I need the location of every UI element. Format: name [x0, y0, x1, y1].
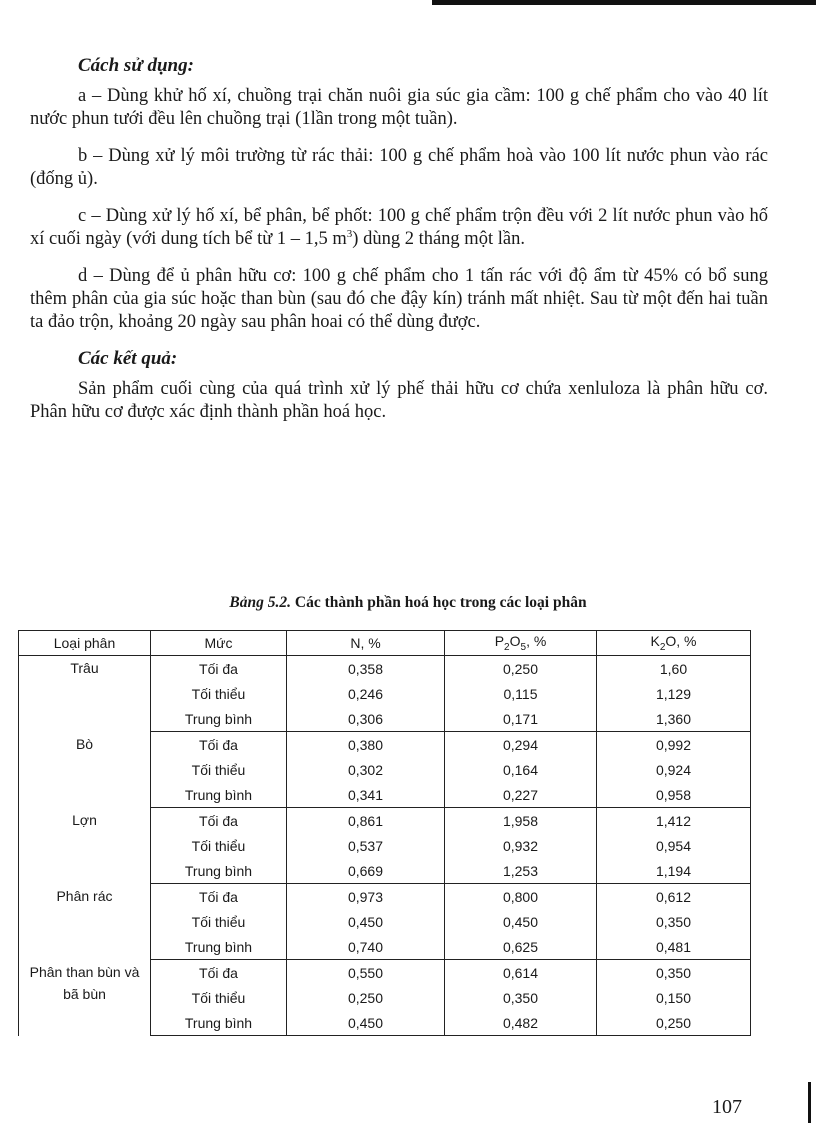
- cell-k2o: 0,350: [597, 909, 751, 934]
- cell-level: Tối thiểu: [151, 681, 287, 706]
- cell-k2o: 0,958: [597, 782, 751, 808]
- cell-p2o5: 0,614: [445, 960, 597, 986]
- cell-k2o: 1,194: [597, 858, 751, 884]
- cell-k2o: 0,612: [597, 884, 751, 910]
- cell-level: Tối đa: [151, 884, 287, 910]
- cell-k2o: 0,350: [597, 960, 751, 986]
- cell-p2o5: 0,171: [445, 706, 597, 732]
- table-row: [19, 960, 751, 986]
- cell-k2o: 0,954: [597, 833, 751, 858]
- cell-k2o: 1,412: [597, 808, 751, 834]
- cell-fertilizer-type: Phân rác: [19, 884, 151, 960]
- usage-paragraph-d: d – Dùng để ủ phân hữu cơ: 100 g chế phẩm cho 1 tấn rác với độ ẩm từ 45% có bổ sung thêm phân của gia súc hoặc than bùn (sau đó che đậy kín) tránh mất nhiệt. Sau từ một đến hai tuần ta đảo trộn, khoảng 20 ngày sau phân hoai có thể dùng được.: [30, 266, 768, 332]
- cell-n: 0,450: [287, 1010, 445, 1036]
- usage-paragraph-c: [30, 205, 768, 251]
- cell-k2o: 0,992: [597, 732, 751, 758]
- cell-n: 0,246: [287, 681, 445, 706]
- cell-n: 0,302: [287, 757, 445, 782]
- table-caption-number: Bảng 5.2.: [229, 594, 291, 611]
- cell-level: Tối đa: [151, 808, 287, 834]
- table-row: [19, 656, 751, 682]
- cell-fertilizer-type: Phân than bùn và bã bùn: [19, 960, 151, 1036]
- header-n: N, %: [287, 631, 445, 656]
- cell-k2o: 1,360: [597, 706, 751, 732]
- cell-n: 0,740: [287, 934, 445, 960]
- cell-p2o5: 0,294: [445, 732, 597, 758]
- usage-paragraph-c-text: c – Dùng xử lý hố xí, bể phân, bể phốt: 100 g chế phẩm trộn đều với 2 lít nước phun vào hố xí cuối ngày (với dung tích bể từ 1 – 1,5 m: [30, 206, 768, 249]
- cell-level: Tối thiểu: [151, 833, 287, 858]
- cubic-superscript: 3: [346, 227, 353, 240]
- cell-p2o5: 0,450: [445, 909, 597, 934]
- usage-paragraph-b: b – Dùng xử lý môi trường từ rác thải: 100 g chế phẩm hoà vào 100 lít nước phun vào rác (đống ủ).: [30, 146, 768, 189]
- cell-k2o: 1,60: [597, 656, 751, 682]
- table-header-row: [19, 631, 751, 656]
- header-type: Loại phân: [19, 631, 151, 656]
- cell-n: 0,550: [287, 960, 445, 986]
- cell-p2o5: 0,227: [445, 782, 597, 808]
- cell-fertilizer-type: Lợn: [19, 808, 151, 884]
- cell-p2o5: 1,958: [445, 808, 597, 834]
- usage-heading: Cách sử dụng:: [78, 55, 194, 76]
- cell-n: 0,861: [287, 808, 445, 834]
- cell-p2o5: 0,250: [445, 656, 597, 682]
- cell-n: 0,250: [287, 985, 445, 1010]
- cell-n: 0,358: [287, 656, 445, 682]
- cell-k2o: 0,150: [597, 985, 751, 1010]
- results-paragraph: Sản phẩm cuối cùng của quá trình xử lý phế thải hữu cơ chứa xenluloza là phân hữu cơ. Phân hữu cơ được xác định thành phần hoá học.: [30, 379, 768, 422]
- cell-level: Tối thiểu: [151, 909, 287, 934]
- side-rule: [808, 1082, 811, 1123]
- cell-level: Tối thiểu: [151, 985, 287, 1010]
- usage-paragraph-c-tail: ) dùng 2 tháng một lần.: [352, 229, 525, 249]
- cell-n: 0,380: [287, 732, 445, 758]
- cell-n: 0,669: [287, 858, 445, 884]
- cell-k2o: 0,481: [597, 934, 751, 960]
- cell-p2o5: 0,350: [445, 985, 597, 1010]
- composition-table: [18, 630, 751, 1036]
- table-body: [19, 656, 751, 1036]
- cell-n: 0,450: [287, 909, 445, 934]
- cell-p2o5: 1,253: [445, 858, 597, 884]
- cell-level: Tối thiểu: [151, 757, 287, 782]
- cell-level: Tối đa: [151, 732, 287, 758]
- cell-n: 0,341: [287, 782, 445, 808]
- cell-p2o5: 0,625: [445, 934, 597, 960]
- cell-p2o5: 0,164: [445, 757, 597, 782]
- results-heading: Các kết quả:: [78, 348, 178, 369]
- cell-level: Tối đa: [151, 656, 287, 682]
- header-level: Mức: [151, 631, 287, 656]
- cell-level: Trung bình: [151, 782, 287, 808]
- cell-fertilizer-type: Bò: [19, 732, 151, 808]
- table-row: [19, 732, 751, 758]
- page-number: 107: [712, 1096, 742, 1118]
- cell-level: Trung bình: [151, 858, 287, 884]
- cell-p2o5: 0,932: [445, 833, 597, 858]
- cell-p2o5: 0,482: [445, 1010, 597, 1036]
- header-k2o: $K_2O$, %: [597, 631, 751, 656]
- cell-fertilizer-type: Trâu: [19, 656, 151, 732]
- cell-n: 0,306: [287, 706, 445, 732]
- cell-level: Trung bình: [151, 706, 287, 732]
- cell-level: Tối đa: [151, 960, 287, 986]
- top-rule: [432, 0, 816, 5]
- table-row: [19, 808, 751, 834]
- cell-n: 0,537: [287, 833, 445, 858]
- header-p2o5: $P_2O_5$, %: [445, 631, 597, 656]
- cell-p2o5: 0,115: [445, 681, 597, 706]
- table-caption: [0, 594, 816, 612]
- cell-level: Trung bình: [151, 1010, 287, 1036]
- page-content: [30, 55, 768, 438]
- cell-level: Trung bình: [151, 934, 287, 960]
- table-row: [19, 884, 751, 910]
- cell-n: 0,973: [287, 884, 445, 910]
- cell-k2o: 1,129: [597, 681, 751, 706]
- cell-p2o5: 0,800: [445, 884, 597, 910]
- cell-k2o: 0,924: [597, 757, 751, 782]
- table-caption-text: Các thành phần hoá học trong các loại phân: [291, 594, 587, 611]
- usage-paragraph-a: a – Dùng khử hố xí, chuồng trại chăn nuôi gia súc gia cầm: 100 g chế phẩm cho vào 40 lít nước phun tưới đều lên chuồng trại (1lần trong một tuần).: [30, 86, 768, 129]
- cell-k2o: 0,250: [597, 1010, 751, 1036]
